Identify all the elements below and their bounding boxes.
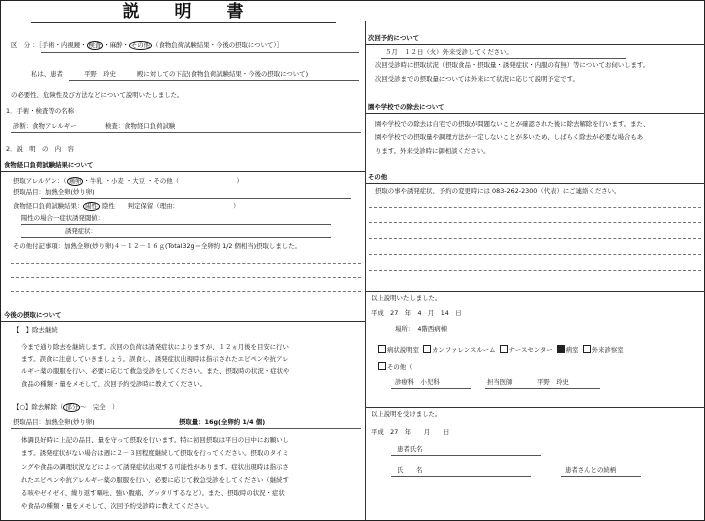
circled-exam: 検査 [88, 41, 102, 49]
result-post: 陰性 判定保留（理由： ） [102, 202, 240, 210]
school-line: 園や学校での除去は自宅での摂取が問題ないことが確認された後に除去解除を行います。また、 [375, 120, 650, 128]
continue-option: 【 】除去継続 [13, 326, 58, 334]
future-heading-rule [1, 321, 365, 322]
patient-name: 平野 玲史 [84, 70, 116, 78]
allergen-pre: 摂取アレルゲン：（ [13, 177, 67, 185]
dotted-line [11, 277, 361, 278]
continue-text [21, 341, 289, 390]
continue-line: ルギー薬の服服を行い、必要に応じて救急受診をしてください。また、摂取時の状況・症状や [21, 367, 290, 376]
dotted-line [369, 254, 701, 255]
explain-date: 平成 27 年 4 月 14 日 [371, 309, 462, 317]
room-label: カンファレンスルーム [432, 346, 496, 354]
room-label: ナースセンター [508, 346, 553, 354]
name-line [391, 476, 531, 477]
room-label: 病状説明室 [387, 346, 419, 354]
next-line-1: 次回受診時に摂取状況（摂取食品・摂取量・誘発症状・内服の有無）等についてお伺いします。 [375, 61, 650, 69]
room-option[interactable] [378, 346, 419, 354]
result-line [13, 202, 240, 211]
next-heading: 次回予約について [368, 34, 419, 42]
other-heading: その他 [368, 173, 388, 181]
dotted-line [369, 270, 701, 271]
category-label: 区 分 [11, 41, 31, 49]
partial-option: 【○】除去解除（ 部分 ～ 完全 ） [13, 403, 119, 411]
patient-pre: 私は、患者 [31, 70, 63, 78]
category-post: （食物負荷試験結果・今後の摂取について）］ [152, 41, 283, 49]
checkbox-icon [378, 362, 386, 370]
category-line [11, 41, 283, 50]
category-underline [41, 52, 359, 53]
continue-label: 除去継続 [32, 326, 58, 334]
doctor-name: 平野 玲史 [537, 378, 569, 386]
checkbox-icon [500, 345, 508, 353]
room-label: 病室 [565, 346, 579, 354]
title-underline [31, 22, 336, 23]
result-heading-rule [1, 171, 365, 172]
continue-line: ます。誤食に注意していきましょう。誤食し、誘発症状出現時は指示されたエピペンや抗アレ [21, 355, 289, 364]
school-line: ります。外来受診時に御相談ください。 [375, 146, 490, 155]
partial-text [21, 434, 289, 514]
section-2-heading: 2．説 明 の 内 容 [6, 145, 74, 153]
result-heading: 食物経口負荷試験結果について [4, 161, 94, 169]
continue-line: 今まで通り除去を継続します。次回の負荷は誘発症状によりますが、１２ヵ月後を目安に行い [21, 343, 289, 351]
partial-line: る咳やゼイゼイ、繰り返す嘔吐、強い腹痛、グッタリするなど）。また、摂取時の状況・症状 [21, 489, 285, 498]
necessity-text: の必要性、危険性及び方法などについて説明いたしました。 [11, 91, 184, 99]
room-option-checked[interactable] [557, 346, 579, 354]
room-label: 外来診察室 [591, 346, 624, 354]
product-underline [41, 198, 351, 199]
intake-amount: 摂取量：16g(全卵約 1/4 個) [179, 418, 266, 426]
dotted-line [11, 263, 361, 264]
room-option[interactable] [423, 346, 495, 354]
room-option[interactable] [500, 346, 553, 354]
school-line: 園や学校での摂取量や調理方法が一定しないことが多いため、しばらく除去が必要な場合もあ [375, 133, 644, 142]
symptom-threshold: 陽性の場合一症状誘発閾値： [21, 214, 105, 222]
received-date: 平成 27 年 月 日 [371, 428, 450, 436]
dotted-line [369, 222, 701, 223]
allergen-post: ・牛乳 ・小麦 ・大豆 ・その他（ ） [83, 177, 243, 185]
title-char: 明 [174, 2, 192, 22]
category-pre: ：［手術・内視鏡・ [32, 41, 87, 49]
document-title [1, 3, 365, 23]
partial-pre: 除去解除（ [31, 403, 64, 411]
dotted-line [11, 291, 361, 292]
partial-line: や食品の種類・量をメモして、次回予約受診時に教えてください。 [21, 502, 213, 511]
exam-underline [11, 132, 361, 133]
category-mid: ・麻酔・ [103, 41, 129, 49]
partial-line: ます。誘発症状がない場合は週に２－３回程度継続して摂取を行ってください。摂取のタイミ [21, 449, 289, 458]
next-date-underline [381, 58, 626, 59]
partial-line: ングや食品の調理状況などによって誘発症状出現する可能性があります。症状出現時は指示さ [21, 462, 289, 471]
doctor-label: 担当医師 [487, 378, 513, 386]
section-1-heading: 1．手術・検査等の名称 [6, 107, 74, 115]
diagnosis: 診断：食物アレルギー [13, 122, 77, 130]
received-rule [365, 407, 705, 408]
patient-line [31, 71, 308, 78]
room-other-label: その他（ [387, 363, 413, 371]
partial-line: 体調良好時に上記の品目、量を守って摂取を行います。特に初回摂取は平日の日中にお願いし [21, 436, 289, 444]
dept-underline [391, 388, 471, 389]
notes-line: その他付記事項：加熱全卵(炒り卵)４－１２－１６ｇ(Total32g＝全卵約 1/2 個相当)摂取しました。 [13, 242, 301, 250]
other-heading-rule [365, 183, 705, 184]
patient-signature-line [391, 455, 541, 456]
future-heading: 今後の摂取について [4, 311, 62, 319]
next-line-2: 次回受診までの摂取量については外来にて状況に応じて説明予定です。 [375, 75, 579, 83]
school-heading-rule [365, 113, 705, 114]
circled-positive: 陽性 [85, 202, 99, 210]
result-pre: 食物経口負荷試験結果： [13, 202, 84, 210]
relation-line [561, 476, 641, 477]
checkbox-checked-icon [557, 345, 565, 353]
threshold-underline [21, 224, 331, 225]
patient-signature-label: 患者氏名 [397, 445, 423, 453]
intake-underline [11, 428, 361, 429]
school-text [375, 118, 649, 158]
patient-underline [69, 80, 359, 81]
checkbox-icon [378, 345, 386, 353]
symptom-underline [21, 237, 331, 238]
exam-name: 検査：食物経口負荷試験 [105, 122, 176, 130]
circled-egg: 鶏卵 [68, 177, 82, 185]
dotted-line [369, 238, 701, 239]
circled-partial: 部分 [65, 403, 79, 411]
name-label: 氏 名 [397, 466, 423, 474]
continue-line: 食品の種類・量をメモして、次回予約受診時に教えてください。 [21, 379, 207, 388]
partial-line: れたエピペンや抗アレルギー薬の服服を行い、必要に応じて救急受診をしてください（継続す [21, 475, 289, 484]
other-text: 摂取の事や誘発症状、予約の変更時には 083-262-2300（代表）にご連絡ください。 [375, 187, 621, 195]
next-date: ５月 １２日（火）外来受診してください。 [385, 48, 513, 56]
room-other [378, 362, 413, 371]
patient-post: 殿に対しての下記(食物負荷試験結果・今後の摂取について) [137, 70, 309, 78]
dept: 診療科 小児科 [395, 378, 440, 386]
room-option[interactable] [583, 346, 624, 354]
relation-label: 患者さんとの続柄 [565, 466, 617, 474]
explained-rule [365, 291, 705, 292]
title-char: 説 [122, 2, 140, 22]
column-divider [365, 21, 366, 520]
place-line: 場所： 4階西病棟 [395, 325, 447, 333]
circled-other: その他 [130, 41, 151, 49]
intake-item: 摂取品目：加熱全卵(炒り卵) [13, 418, 95, 426]
doctor-underline [485, 388, 600, 389]
received-text: 以上説明を受けました。 [371, 410, 442, 418]
next-heading-rule [365, 44, 705, 45]
checkbox-icon [423, 345, 431, 353]
dotted-line [369, 207, 701, 208]
induced-symptom: 誘発症状： [65, 227, 97, 235]
checkbox-icon [583, 345, 591, 353]
title-char: 書 [226, 2, 244, 22]
room-options [378, 345, 624, 354]
partial-post: ～ 完全 ） [80, 403, 119, 411]
school-heading: 園や学校での除去について [368, 103, 445, 111]
allergen-line [13, 177, 243, 186]
product-line: 摂取品目：加熱全卵(炒り卵) [13, 188, 95, 196]
explained-text: 以上説明いたしました。 [371, 294, 442, 302]
